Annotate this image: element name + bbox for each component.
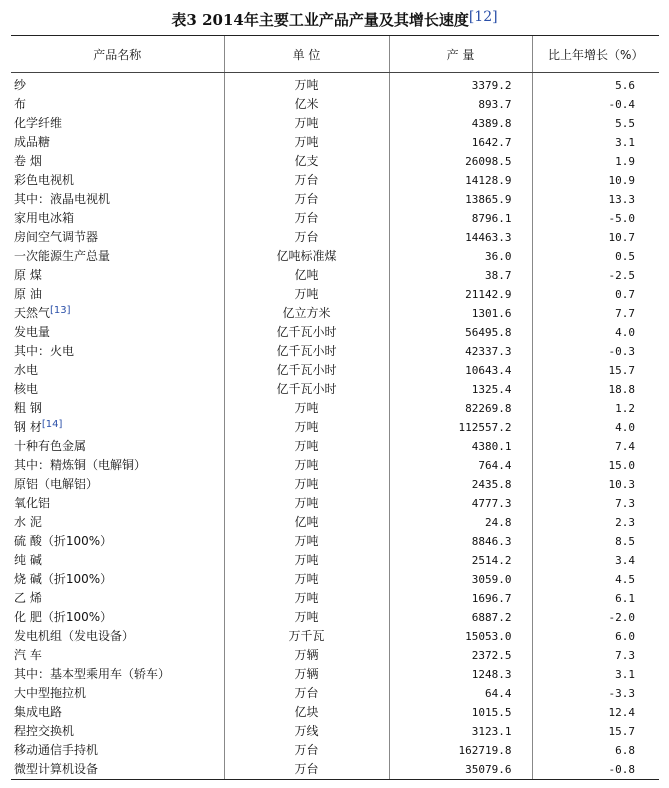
cell-growth: 3.1 — [532, 665, 659, 684]
cell-unit: 万吨 — [224, 456, 389, 475]
product-name-text: 布 — [14, 97, 27, 111]
cell-product-name — [11, 570, 224, 589]
product-name-text: 移动通信手持机 — [14, 743, 99, 757]
product-name-text: 汽 车 — [14, 648, 42, 662]
product-name-text: 化 肥（折100%） — [14, 610, 113, 624]
product-name-text: 房间空气调节器 — [14, 230, 99, 244]
cell-unit: 万吨 — [224, 532, 389, 551]
product-name-text: 钢 材 — [14, 420, 42, 434]
product-name-text: 大中型拖拉机 — [14, 686, 87, 700]
cell-unit: 亿吨标准煤 — [224, 247, 389, 266]
cell-unit: 万台 — [224, 190, 389, 209]
cell-product-name — [11, 285, 224, 304]
cell-growth: -2.5 — [532, 266, 659, 285]
header-row — [11, 36, 659, 73]
cell-unit: 亿米 — [224, 95, 389, 114]
cell-product-name — [11, 703, 224, 722]
cell-unit: 亿支 — [224, 152, 389, 171]
table-row — [11, 703, 659, 722]
cell-unit: 万辆 — [224, 665, 389, 684]
cell-output: 42337.3 — [389, 342, 532, 361]
cell-product-name — [11, 684, 224, 703]
table-row — [11, 361, 659, 380]
table-row — [11, 456, 659, 475]
cell-product-name — [11, 228, 224, 247]
cell-unit: 万台 — [224, 684, 389, 703]
product-name-text: 十种有色金属 — [14, 439, 87, 453]
cell-product-name — [11, 760, 224, 780]
cell-product-name — [11, 323, 224, 342]
product-name-text: 家用电冰箱 — [14, 211, 75, 225]
cell-output: 1642.7 — [389, 133, 532, 152]
table-row — [11, 73, 659, 96]
cell-unit: 万台 — [224, 760, 389, 780]
table-row — [11, 323, 659, 342]
cell-unit: 亿立方米 — [224, 304, 389, 323]
cell-product-name — [11, 665, 224, 684]
product-name-text: 其中：火电 — [14, 344, 75, 358]
product-name-text: 纱 — [14, 78, 27, 92]
table-row — [11, 380, 659, 399]
cell-product-name — [11, 152, 224, 171]
product-name-text: 微型计算机设备 — [14, 762, 99, 776]
table-row — [11, 133, 659, 152]
product-name-text: 原铝（电解铝） — [14, 477, 99, 491]
table-row — [11, 627, 659, 646]
cell-growth: 3.1 — [532, 133, 659, 152]
cell-unit: 万线 — [224, 722, 389, 741]
table-row — [11, 247, 659, 266]
cell-unit: 亿吨 — [224, 266, 389, 285]
cell-product-name — [11, 551, 224, 570]
cell-output: 162719.8 — [389, 741, 532, 760]
cell-product-name — [11, 418, 224, 437]
cell-output: 1696.7 — [389, 589, 532, 608]
cell-output: 112557.2 — [389, 418, 532, 437]
table-row — [11, 646, 659, 665]
cell-output: 2372.5 — [389, 646, 532, 665]
cell-unit: 万吨 — [224, 437, 389, 456]
table-row — [11, 551, 659, 570]
cell-unit: 亿千瓦小时 — [224, 361, 389, 380]
cell-output: 3123.1 — [389, 722, 532, 741]
product-name-text: 氧化铝 — [14, 496, 51, 510]
cell-product-name — [11, 532, 224, 551]
cell-output: 2514.2 — [389, 551, 532, 570]
cell-product-name — [11, 475, 224, 494]
cell-growth: 8.5 — [532, 532, 659, 551]
cell-growth: 18.8 — [532, 380, 659, 399]
cell-product-name — [11, 722, 224, 741]
product-name-text: 化学纤维 — [14, 116, 63, 130]
cell-growth: -2.0 — [532, 608, 659, 627]
table-row — [11, 722, 659, 741]
cell-output: 24.8 — [389, 513, 532, 532]
table-row — [11, 95, 659, 114]
cell-product-name — [11, 247, 224, 266]
product-name-text: 程控交换机 — [14, 724, 75, 738]
table-row — [11, 209, 659, 228]
cell-unit: 万吨 — [224, 399, 389, 418]
cell-growth: 5.5 — [532, 114, 659, 133]
cell-growth: 5.6 — [532, 73, 659, 96]
product-name-text: 核电 — [14, 382, 39, 396]
cell-product-name — [11, 361, 224, 380]
cell-output: 82269.8 — [389, 399, 532, 418]
table-row — [11, 437, 659, 456]
table-row — [11, 399, 659, 418]
cell-output: 1325.4 — [389, 380, 532, 399]
cell-unit: 万吨 — [224, 285, 389, 304]
table-row — [11, 570, 659, 589]
cell-output: 1248.3 — [389, 665, 532, 684]
table-row — [11, 589, 659, 608]
cell-growth: 10.9 — [532, 171, 659, 190]
cell-unit: 万台 — [224, 171, 389, 190]
table-title-text: 表3 2014年主要工业产品产量及其增长速度 — [171, 11, 469, 29]
cell-output: 10643.4 — [389, 361, 532, 380]
cell-unit: 万吨 — [224, 418, 389, 437]
table-row — [11, 760, 659, 780]
product-name-text: 水电 — [14, 363, 39, 377]
product-name-text: 硫 酸（折100%） — [14, 534, 113, 548]
product-name-text: 卷 烟 — [14, 154, 42, 168]
cell-output: 36.0 — [389, 247, 532, 266]
product-name-text: 集成电路 — [14, 705, 63, 719]
cell-product-name — [11, 646, 224, 665]
cell-growth: 10.3 — [532, 475, 659, 494]
cell-product-name — [11, 456, 224, 475]
cell-product-name — [11, 589, 224, 608]
cell-growth: 3.4 — [532, 551, 659, 570]
cell-output: 4389.8 — [389, 114, 532, 133]
cell-unit: 亿吨 — [224, 513, 389, 532]
cell-growth: -5.0 — [532, 209, 659, 228]
footnote-ref[interactable]: [14] — [41, 419, 63, 430]
product-name-text: 天然气 — [14, 306, 51, 320]
cell-output: 3059.0 — [389, 570, 532, 589]
table-row — [11, 665, 659, 684]
cell-product-name — [11, 380, 224, 399]
cell-product-name — [11, 627, 224, 646]
cell-product-name — [11, 342, 224, 361]
header-unit: 单 位 — [224, 36, 389, 73]
cell-unit: 亿千瓦小时 — [224, 342, 389, 361]
cell-output: 13865.9 — [389, 190, 532, 209]
cell-product-name — [11, 437, 224, 456]
cell-unit: 万千瓦 — [224, 627, 389, 646]
cell-output: 8796.1 — [389, 209, 532, 228]
cell-growth: 6.1 — [532, 589, 659, 608]
cell-growth: -0.3 — [532, 342, 659, 361]
cell-output: 4777.3 — [389, 494, 532, 513]
cell-product-name — [11, 494, 224, 513]
cell-unit: 万吨 — [224, 570, 389, 589]
cell-product-name — [11, 209, 224, 228]
cell-output: 26098.5 — [389, 152, 532, 171]
cell-unit: 万吨 — [224, 551, 389, 570]
header-output: 产 量 — [389, 36, 532, 73]
cell-product-name — [11, 399, 224, 418]
cell-growth: 15.0 — [532, 456, 659, 475]
cell-output: 15053.0 — [389, 627, 532, 646]
product-name-text: 发电量 — [14, 325, 51, 339]
product-name-text: 发电机组（发电设备） — [14, 629, 135, 643]
cell-output: 2435.8 — [389, 475, 532, 494]
cell-output: 1301.6 — [389, 304, 532, 323]
table-row — [11, 285, 659, 304]
cell-output: 1015.5 — [389, 703, 532, 722]
cell-growth: 0.7 — [532, 285, 659, 304]
cell-growth: 15.7 — [532, 361, 659, 380]
cell-product-name — [11, 133, 224, 152]
table-row — [11, 532, 659, 551]
table-row — [11, 418, 659, 437]
cell-product-name — [11, 190, 224, 209]
cell-product-name — [11, 513, 224, 532]
cell-growth: 13.3 — [532, 190, 659, 209]
cell-growth: 4.0 — [532, 323, 659, 342]
product-name-text: 其中：液晶电视机 — [14, 192, 111, 206]
cell-product-name — [11, 95, 224, 114]
cell-unit: 万台 — [224, 228, 389, 247]
cell-product-name — [11, 114, 224, 133]
product-name-text: 粗 钢 — [14, 401, 42, 415]
cell-unit: 万吨 — [224, 73, 389, 96]
cell-output: 764.4 — [389, 456, 532, 475]
table-body — [11, 73, 659, 780]
cell-growth: 4.5 — [532, 570, 659, 589]
cell-growth: -3.3 — [532, 684, 659, 703]
cell-growth: 6.0 — [532, 627, 659, 646]
table-row — [11, 152, 659, 171]
table-row — [11, 228, 659, 247]
table-row — [11, 171, 659, 190]
cell-output: 3379.2 — [389, 73, 532, 96]
cell-growth: 10.7 — [532, 228, 659, 247]
footnote-ref[interactable]: [13] — [50, 305, 71, 316]
table-row — [11, 741, 659, 760]
cell-growth: 1.9 — [532, 152, 659, 171]
table-row — [11, 475, 659, 494]
cell-growth: 7.3 — [532, 646, 659, 665]
product-name-text: 其中：基本型乘用车（轿车） — [14, 667, 171, 681]
cell-unit: 万吨 — [224, 608, 389, 627]
cell-unit: 万吨 — [224, 475, 389, 494]
cell-output: 14463.3 — [389, 228, 532, 247]
product-name-text: 其中：精炼铜（电解铜） — [14, 458, 147, 472]
cell-output: 64.4 — [389, 684, 532, 703]
title-footnote-ref[interactable]: [12] — [468, 9, 498, 25]
product-name-text: 原 油 — [14, 287, 42, 301]
product-name-text: 水 泥 — [14, 515, 42, 529]
table-title — [0, 6, 669, 31]
cell-product-name — [11, 608, 224, 627]
cell-growth: 15.7 — [532, 722, 659, 741]
table-row — [11, 608, 659, 627]
product-name-text: 原 煤 — [14, 268, 42, 282]
table-row — [11, 684, 659, 703]
cell-product-name — [11, 741, 224, 760]
cell-output: 893.7 — [389, 95, 532, 114]
cell-output: 14128.9 — [389, 171, 532, 190]
cell-unit: 亿块 — [224, 703, 389, 722]
product-name-text: 乙 烯 — [14, 591, 42, 605]
cell-growth: 1.2 — [532, 399, 659, 418]
cell-unit: 万吨 — [224, 494, 389, 513]
cell-output: 8846.3 — [389, 532, 532, 551]
cell-product-name — [11, 171, 224, 190]
cell-product-name — [11, 304, 224, 323]
product-name-text: 成品糖 — [14, 135, 51, 149]
cell-growth: 7.3 — [532, 494, 659, 513]
cell-output: 6887.2 — [389, 608, 532, 627]
production-table — [11, 35, 659, 780]
cell-unit: 万吨 — [224, 133, 389, 152]
cell-growth: 2.3 — [532, 513, 659, 532]
cell-unit: 亿千瓦小时 — [224, 380, 389, 399]
cell-unit: 亿千瓦小时 — [224, 323, 389, 342]
table-row — [11, 114, 659, 133]
cell-output: 38.7 — [389, 266, 532, 285]
table-row — [11, 513, 659, 532]
cell-product-name — [11, 266, 224, 285]
table-row — [11, 304, 659, 323]
product-name-text: 一次能源生产总量 — [14, 249, 111, 263]
cell-unit: 万辆 — [224, 646, 389, 665]
cell-unit: 万台 — [224, 741, 389, 760]
product-name-text: 彩色电视机 — [14, 173, 75, 187]
cell-growth: 12.4 — [532, 703, 659, 722]
header-product-name: 产品名称 — [11, 36, 224, 73]
cell-growth: 6.8 — [532, 741, 659, 760]
cell-growth: 0.5 — [532, 247, 659, 266]
table-row — [11, 342, 659, 361]
cell-growth: -0.8 — [532, 760, 659, 780]
cell-growth: 4.0 — [532, 418, 659, 437]
table-row — [11, 494, 659, 513]
cell-growth: -0.4 — [532, 95, 659, 114]
cell-growth: 7.7 — [532, 304, 659, 323]
cell-unit: 万台 — [224, 209, 389, 228]
cell-product-name — [11, 73, 224, 96]
cell-output: 35079.6 — [389, 760, 532, 780]
product-name-text: 纯 碱 — [14, 553, 42, 567]
cell-output: 4380.1 — [389, 437, 532, 456]
table-row — [11, 266, 659, 285]
product-name-text: 烧 碱（折100%） — [14, 572, 113, 586]
cell-output: 56495.8 — [389, 323, 532, 342]
cell-growth: 7.4 — [532, 437, 659, 456]
header-growth: 比上年增长（%） — [532, 36, 659, 73]
cell-unit: 万吨 — [224, 589, 389, 608]
cell-output: 21142.9 — [389, 285, 532, 304]
table-row — [11, 190, 659, 209]
cell-unit: 万吨 — [224, 114, 389, 133]
